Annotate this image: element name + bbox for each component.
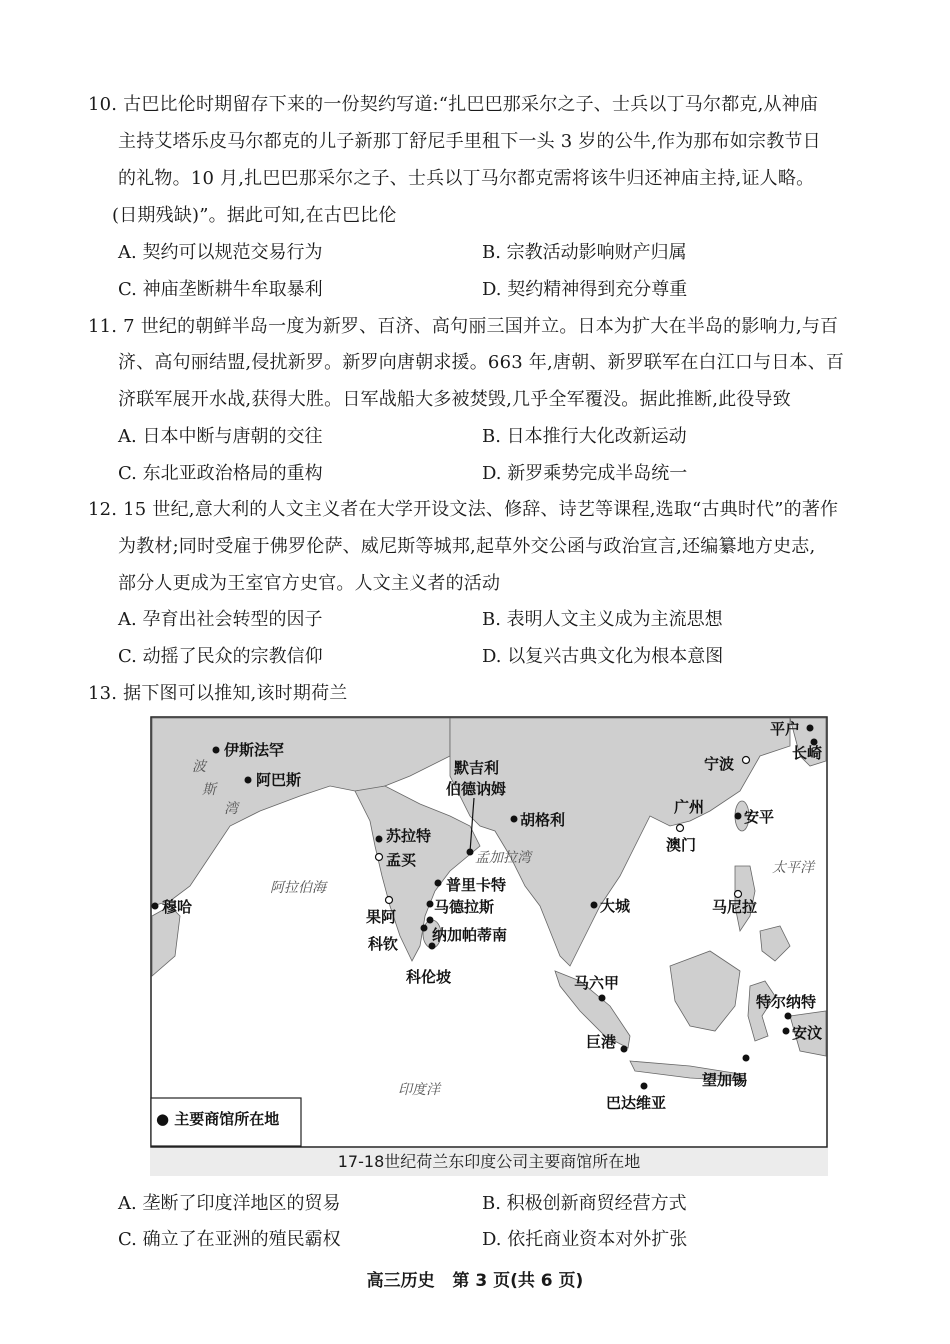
place-malacca: 马六甲 — [574, 974, 620, 992]
place-hirado: 平户 — [770, 720, 801, 738]
question-11-line-2: 济、高句丽结盟,侵扰新罗。新罗向唐朝求援。663 年,唐朝、新罗联军在白江口与日本、百 — [118, 352, 845, 373]
sea-label-persian-gulf-3: 湾 — [224, 801, 238, 817]
page-footer: 高三历史 第 3 页(共 6 页) — [366, 1271, 584, 1291]
place-ambon: 安汶 — [792, 1024, 823, 1042]
place-mocha: 穆哈 — [162, 898, 193, 916]
place-palembang: 巨港 — [586, 1033, 617, 1051]
question-10-option-c[interactable]: C. 神庙垄断耕牛牟取暴利 — [118, 279, 323, 300]
dutch-trade-map — [150, 716, 828, 1156]
sea-label-arabian-sea: 阿拉伯海 — [270, 880, 326, 896]
place-masulipatnam-line1: 默吉利 — [454, 759, 500, 777]
place-ternate: 特尔纳特 — [756, 993, 817, 1011]
place-ningbo: 宁波 — [704, 755, 735, 773]
question-12-line-2: 为教材;同时受雇于佛罗伦萨、威尼斯等城邦,起草外交公函与政治宣言,还编纂地方史志, — [118, 536, 816, 557]
place-ayutthaya: 大城 — [600, 897, 631, 915]
place-pulicat: 普里卡特 — [446, 876, 507, 894]
question-11-option-d[interactable]: D. 新罗乘势完成半岛统一 — [482, 463, 688, 484]
place-surat: 苏拉特 — [386, 827, 432, 845]
place-nagasaki: 长崎 — [792, 744, 823, 762]
question-11-line-3: 济联军展开水战,获得大胜。日军战船大多被焚毁,几乎全军覆没。据此推断,此役导致 — [118, 389, 791, 410]
question-11-option-c[interactable]: C. 东北亚政治格局的重构 — [118, 463, 323, 484]
sea-label-pacific: 太平洋 — [772, 860, 814, 876]
question-12-option-c[interactable]: C. 动摇了民众的宗教信仰 — [118, 646, 323, 667]
question-10-option-d[interactable]: D. 契约精神得到充分尊重 — [482, 279, 688, 300]
place-colombo: 科伦坡 — [406, 968, 452, 986]
question-10-line-4: (日期残缺)”。据此可知,在古巴比伦 — [112, 205, 397, 226]
sea-label-indian-ocean: 印度洋 — [398, 1082, 440, 1098]
place-macau: 澳门 — [666, 836, 697, 854]
place-cochin: 科钦 — [368, 935, 399, 953]
question-11-option-b[interactable]: B. 日本推行大化改新运动 — [482, 426, 687, 447]
question-13-option-b[interactable]: B. 积极创新商贸经营方式 — [482, 1193, 687, 1214]
place-nagapatnam: 纳加帕蒂南 — [432, 926, 508, 944]
place-masulipatnam-line2: 伯德讷姆 — [446, 780, 507, 798]
map-legend: ● 主要商馆所在地 — [156, 1110, 280, 1128]
place-bombay: 孟买 — [386, 851, 417, 869]
place-abbas: 阿巴斯 — [256, 771, 302, 789]
place-hugli: 胡格利 — [520, 811, 566, 829]
question-10-line-1: 10. 古巴比伦时期留存下来的一份契约写道:“扎巴巴那采尔之子、士兵以丁马尔都克,从神庙 — [88, 94, 819, 115]
place-batavia: 巴达维亚 — [606, 1094, 667, 1112]
sea-label-persian-gulf-2: 斯 — [202, 782, 216, 798]
place-isfahan: 伊斯法罕 — [224, 741, 285, 759]
question-12-option-a[interactable]: A. 孕育出社会转型的因子 — [118, 609, 323, 630]
question-10-option-b[interactable]: B. 宗教活动影响财产归属 — [482, 242, 687, 263]
place-anping: 安平 — [744, 808, 775, 826]
question-11-option-a[interactable]: A. 日本中断与唐朝的交往 — [118, 426, 323, 447]
question-13-option-d[interactable]: D. 依托商业资本对外扩张 — [482, 1229, 688, 1250]
place-makassar: 望加锡 — [702, 1071, 748, 1089]
place-guangzhou: 广州 — [674, 798, 705, 816]
place-manila: 马尼拉 — [712, 898, 758, 916]
place-madras: 马德拉斯 — [434, 898, 495, 916]
question-12-option-b[interactable]: B. 表明人文主义成为主流思想 — [482, 609, 723, 630]
question-10-line-2: 主持艾塔乐皮马尔都克的儿子新那丁舒尼手里租下一头 3 岁的公牛,作为那布如宗教节日 — [118, 131, 821, 152]
question-10-line-3: 的礼物。10 月,扎巴巴那采尔之子、士兵以丁马尔都克需将该牛归还神庙主持,证人略。 — [118, 168, 815, 189]
map-caption: 17-18世纪荷兰东印度公司主要商馆所在地 — [337, 1152, 641, 1171]
question-12-line-3: 部分人更成为王室官方史官。人文主义者的活动 — [118, 573, 501, 594]
place-goa: 果阿 — [366, 908, 397, 926]
question-10-option-a[interactable]: A. 契约可以规范交易行为 — [118, 242, 323, 263]
question-13-line-1: 13. 据下图可以推知,该时期荷兰 — [88, 683, 348, 704]
sea-label-persian-gulf-1: 波 — [192, 759, 206, 775]
question-12-option-d[interactable]: D. 以复兴古典文化为根本意图 — [482, 646, 724, 667]
sea-label-bay-of-bengal: 孟加拉湾 — [475, 850, 531, 866]
question-12-line-1: 12. 15 世纪,意大利的人文主义者在大学开设文法、修辞、诗艺等课程,选取“古典时代”的著作 — [88, 499, 839, 520]
question-13-option-c[interactable]: C. 确立了在亚洲的殖民霸权 — [118, 1229, 341, 1250]
question-11-line-1: 11. 7 世纪的朝鲜半岛一度为新罗、百济、高句丽三国并立。日本为扩大在半岛的影响力,与百 — [88, 316, 839, 337]
question-13-option-a[interactable]: A. 垄断了印度洋地区的贸易 — [118, 1193, 341, 1214]
